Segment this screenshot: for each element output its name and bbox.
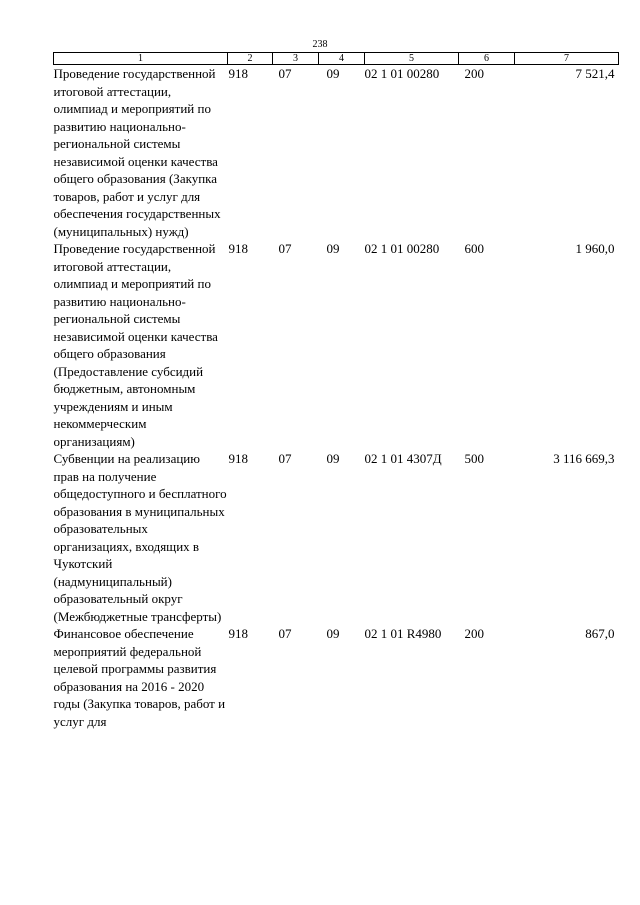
header-col-3: 3 xyxy=(273,53,319,65)
row-target-article: 02 1 01 4307Д xyxy=(364,451,442,466)
row-expense-type: 200 xyxy=(464,626,484,641)
page-number: 238 xyxy=(312,39,328,50)
row-expense-type: 600 xyxy=(464,241,484,256)
row-description: Проведение государственной итоговой аттестации, олимпиад и мероприятий по развитию национально-региональной системы независимой оценки качества общего образования (Закупка товаров, работ и услуг для обеспечения государственных (муниципальных) нужд) xyxy=(53,66,221,239)
row-expense-type: 200 xyxy=(464,66,484,81)
row-expense-type: 500 xyxy=(464,451,484,466)
row-amount: 7 521,4 xyxy=(575,66,615,81)
row-target-article: 02 1 01 00280 xyxy=(364,241,440,256)
row-grbs: 918 xyxy=(228,451,248,466)
row-grbs: 918 xyxy=(228,626,248,641)
table-row xyxy=(54,625,619,730)
header-col-6: 6 xyxy=(459,53,515,65)
header-col-7: 7 xyxy=(515,53,619,65)
table-header xyxy=(54,53,619,65)
header-col-5: 5 xyxy=(365,53,459,65)
header-row xyxy=(54,53,619,65)
row-description: Субвенции на реализацию прав на получение общедоступного и бесплатного образования в муниципальных образовательных организациях, входящих в Чукотский (надмуниципальный) образовательный округ (Межбюджетные трансферты) xyxy=(53,451,227,624)
row-description: Проведение государственной итоговой аттестации, олимпиад и мероприятий по развитию национально-региональной системы независимой оценки качества общего образования (Предоставление субсидий бюджетным, автономным учреждениям и иным некоммерческим организациям) xyxy=(53,241,218,449)
row-grbs: 918 xyxy=(228,241,248,256)
row-target-article: 02 1 01 R4980 xyxy=(364,626,442,641)
header-col-4: 4 xyxy=(319,53,365,65)
row-section: 07 xyxy=(278,66,292,81)
row-target-article: 02 1 01 00280 xyxy=(364,66,440,81)
row-section: 07 xyxy=(278,451,292,466)
row-grbs: 918 xyxy=(228,66,248,81)
row-subsection: 09 xyxy=(326,66,340,81)
row-description: Финансовое обеспечение мероприятий федеральной целевой программы развития образования на 2016 - 2020 годы (Закупка товаров, работ и услуг для xyxy=(53,626,226,729)
table-row xyxy=(54,240,619,450)
table-row xyxy=(54,65,619,241)
table-row xyxy=(54,450,619,625)
header-col-1: 1 xyxy=(54,53,228,65)
row-subsection: 09 xyxy=(326,451,340,466)
row-section: 07 xyxy=(278,241,292,256)
row-section: 07 xyxy=(278,626,292,641)
row-amount: 3 116 669,3 xyxy=(553,451,615,466)
row-amount: 1 960,0 xyxy=(575,241,615,256)
budget-table xyxy=(53,52,619,730)
row-subsection: 09 xyxy=(326,626,340,641)
header-col-2: 2 xyxy=(228,53,273,65)
row-subsection: 09 xyxy=(326,241,340,256)
row-amount: 867,0 xyxy=(585,626,615,641)
